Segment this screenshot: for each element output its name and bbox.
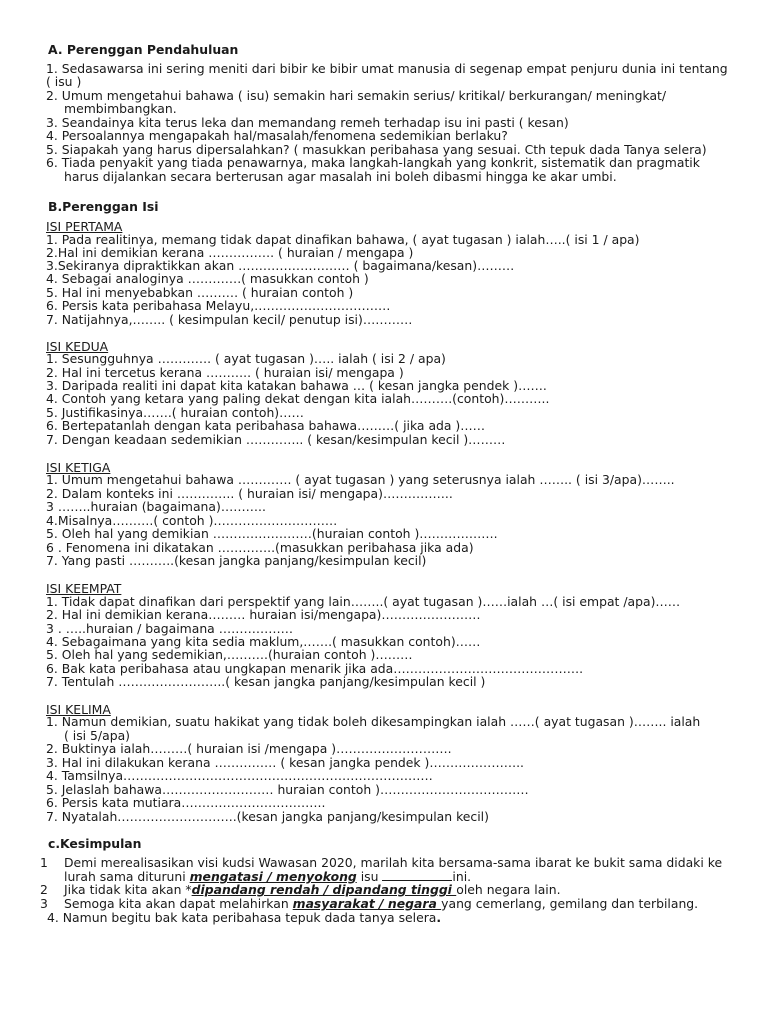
fill-in-blank [382,870,452,881]
kesimpulan-text: Namun begitu bak kata peribahasa tepuk dada tanya selera [62,910,437,925]
isi-line: 1. Pada realitinya, memang tidak dapat dinafikan bahawa, ( ayat tugasan ) ialah…..( isi 1 / apa) [46,232,640,247]
isi-heading: ISI KELIMA [46,702,111,717]
section-a-line: 3. Seandainya kita terus leka dan memandang remeh terhadap isu ini pasti ( kesan) [46,115,569,130]
isi-line: 4. Sebagaimana yang kita sedia maklum,…….( masukkan contoh)…… [46,634,481,649]
kesimpulan-text: ini. [452,869,472,884]
kesimpulan-text: isu [356,869,383,884]
kesimpulan-text-line [64,883,561,897]
kesimpulan-text-line [64,897,698,911]
kesimpulan-number: 1 [40,855,48,870]
isi-line: 5. Oleh hal yang demikian ……………………(huraian contoh )………………. [46,526,498,541]
isi-line: 3 . …..huraian / bagaimana ……………… [46,621,294,636]
isi-line: 7. Yang pasti ………..(kesan jangka panjang/kesimpulan kecil) [46,553,427,568]
isi-line: 6. Persis kata peribahasa Melayu,…………………………… [46,298,391,313]
isi-line: 5. Hal ini menyebabkan ………. ( huraian contoh ) [46,285,354,300]
kesimpulan-text: yang cemerlang, gemilang dan terbilang. [441,896,699,911]
isi-heading: ISI KEEMPAT [46,581,122,596]
section-a-line: 1. Sedasawarsa ini sering meniti dari bibir ke bibir umat manusia di segenap empat penjuru dunia ini tentang [46,61,728,76]
isi-line: 4. Contoh yang ketara yang paling dekat dengan kita ialah……….(contoh)……….. [46,391,550,406]
isi-line: 4. Sebagai analoginya ………….( masukkan contoh ) [46,271,369,286]
section-a-line: 6. Tiada penyakit yang tiada penawarnya, maka langkah-langkah yang konkrit, sistematik dan pragmatik [46,155,700,170]
kesimpulan-number: 2 [40,882,48,897]
isi-heading: ISI PERTAMA [46,219,123,234]
kesimpulan-item [40,897,740,911]
isi-line: 2. Hal ini demikian kerana……… huraian isi/mengapa)…………………… [46,607,481,622]
section-a-title: A. Perenggan Pendahuluan [48,42,239,57]
isi-line: 4.Misalnya……….( contoh )………………………… [46,513,338,528]
kesimpulan-text: oleh negara lain. [456,882,561,897]
isi-line: 3.Sekiranya dipraktikkan akan ……………………… ( bagaimana/kesan)……… [46,258,515,273]
isi-line: 6 . Fenomena ini dikatakan …………..(masukkan peribahasa jika ada) [46,540,474,555]
isi-line: 7. Dengan keadaan sedemikian ………….. ( kesan/kesimpulan kecil )……… [46,432,506,447]
isi-line: 7. Nyatalah………………………..(kesan jangka panjang/kesimpulan kecil) [46,809,489,824]
isi-line: ( isi 5/apa) [64,728,130,743]
kesimpulan-emphasis: mengatasi / menyokong [189,869,357,884]
section-a-line: 4. Persoalannya mengapakah hal/masalah/fenomena sedemikian berlaku? [46,128,508,143]
kesimpulan-number: 4. [47,910,59,925]
kesimpulan-text: lurah sama dituruni [64,869,190,884]
isi-line: 7. Tentulah ……………………..( kesan jangka panjang/kesimpulan kecil ) [46,674,486,689]
isi-line: 4. Tamsilnya………………………………………………………………… [46,768,433,783]
section-c-title: c.Kesimpulan [48,836,142,851]
isi-line: 5. Justifikasinya…….( huraian contoh)…… [46,405,304,420]
kesimpulan-item [40,856,740,870]
kesimpulan-emphasis: dipandang rendah / dipandang tinggi [191,882,457,897]
isi-line: 2. Dalam konteks ini ………….. ( huraian isi/ mengapa)…………….. [46,486,453,501]
kesimpulan-text: Demi merealisasikan visi kudsi Wawasan 2020, marilah kita bersama-sama ibarat ke bukit sama didaki ke [64,855,723,870]
isi-heading: ISI KEDUA [46,339,109,354]
section-a-line: 2. Umum mengetahui bahawa ( isu) semakin hari semakin serius/ kritikal/ berkurangan/ meningkat/ [46,88,667,103]
isi-line: 1. Sesungguhnya …………. ( ayat tugasan )….. ialah ( isi 2 / apa) [46,351,446,366]
section-b-title: B.Perenggan Isi [48,199,159,214]
kesimpulan-item [47,911,747,925]
isi-line: 5. Jelaslah bahawa……………………… huraian contoh )……………………………… [46,782,529,797]
isi-line: 6. Bak kata peribahasa atau ungkapan menarik jika ada………………………………………. [46,661,584,676]
isi-line: 1. Tidak dapat dinafikan dari perspektif yang lain……..( ayat tugasan )……ialah …( isi empat /apa)…… [46,594,681,609]
section-a-line: 5. Siapakah yang harus dipersalahkan? ( masukkan peribahasa yang sesuai. Cth tepuk dada Tanya selera) [46,142,707,157]
kesimpulan-emphasis: masyarakat / negara [292,896,442,911]
section-a-line: harus dijalankan secara berterusan agar masalah ini boleh dibasmi hingga ke akar umbi. [64,169,617,184]
isi-line: 3. Hal ini dilakukan kerana …………… ( kesan jangka pendek )………………….. [46,755,524,770]
isi-line: 5. Oleh hal yang sedemikian,……….(huraian contoh )……… [46,647,413,662]
isi-line: 1. Umum mengetahui bahawa …………. ( ayat tugasan ) yang seterusnya ialah …….. ( isi 3/apa)…….. [46,472,675,487]
section-a-line: ( isu ) [46,74,82,89]
isi-line: 3. Daripada realiti ini dapat kita katakan bahawa … ( kesan jangka pendek )……. [46,378,547,393]
kesimpulan-period: . [436,910,442,925]
kesimpulan-text: Semoga kita akan dapat melahirkan [64,896,293,911]
kesimpulan-number: 3 [40,896,48,911]
isi-line: 3 ……..huraian (bagaimana)……….. [46,499,266,514]
isi-line: 6. Persis kata mutiara…………………………….. [46,795,326,810]
kesimpulan-item [40,883,740,897]
section-a-line: membimbangkan. [64,101,177,116]
isi-line: 2.Hal ini demikian kerana ……………. ( huraian / mengapa ) [46,245,414,260]
isi-heading: ISI KETIGA [46,460,111,475]
isi-line: 2. Buktinya ialah………( huraian isi /mengapa )………………………. [46,741,452,756]
isi-line: 6. Bertepatanlah dengan kata peribahasa bahawa………( jika ada )…… [46,418,486,433]
isi-line: 2. Hal ini tercetus kerana ……….. ( huraian isi/ mengapa ) [46,365,404,380]
isi-line: 1. Namun demikian, suatu hakikat yang tidak boleh dikesampingkan ialah ……( ayat tugasan )…….. ialah [46,714,701,729]
isi-line: 7. Natijahnya,…….. ( kesimpulan kecil/ penutup isi)………… [46,312,413,327]
kesimpulan-text: Jika tidak kita akan * [64,882,192,897]
